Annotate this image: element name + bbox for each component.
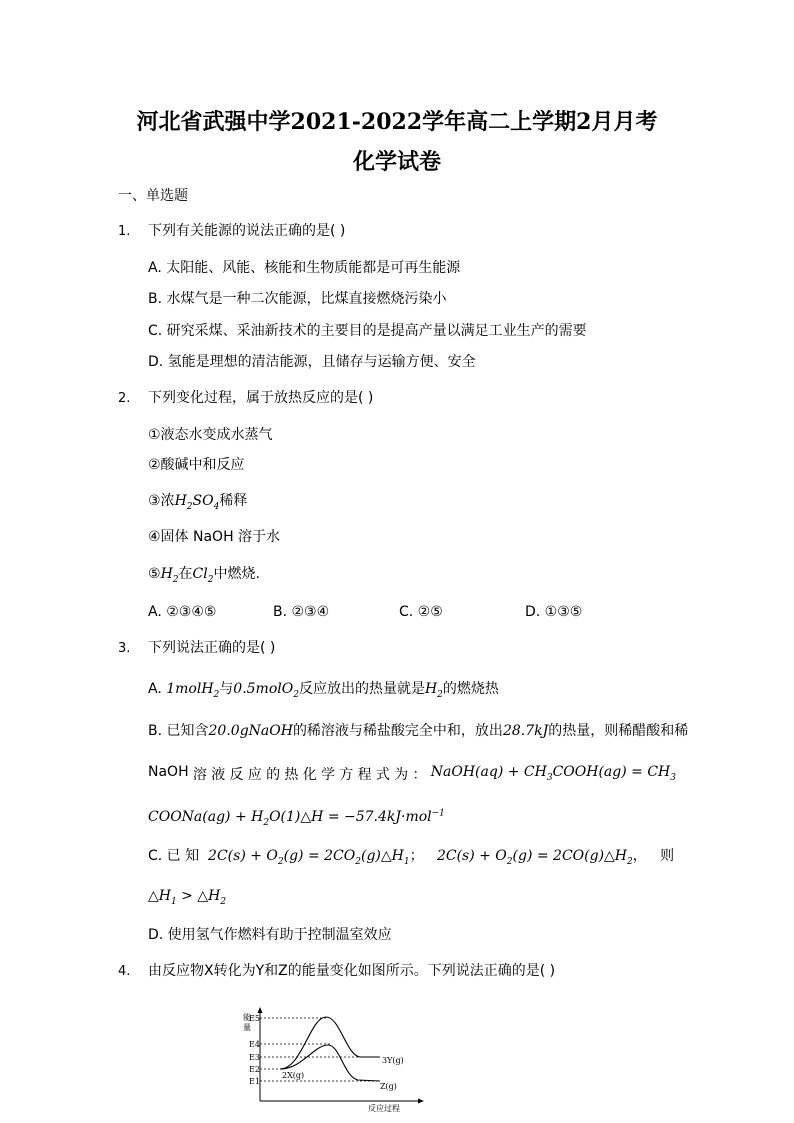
q1-stem: 下列有关能源的说法正确的是( )	[148, 223, 346, 239]
label-x: 2X(g)	[282, 1071, 305, 1080]
level-label-e2: E2	[249, 1065, 260, 1074]
energy-diagram	[240, 1005, 430, 1117]
curve-x-to-y	[280, 1017, 380, 1069]
q3-option-b-line3: COONa(ag) + $H_2O(1)\triangle H = -57.4kJ\cdot mol^{-1}$	[148, 808, 445, 828]
level-label-e3: E3	[249, 1053, 260, 1062]
section-heading: 一、单选题	[118, 188, 188, 204]
q2-item-3: ③浓$H_2SO_4$稀释	[148, 493, 248, 512]
q2-number: 2.	[118, 391, 131, 406]
q2-item-2: ②酸碱中和反应	[148, 457, 245, 473]
q4-stem: 由反应物X转化为Y和Z的能量变化如图所示。下列说法正确的是( )	[148, 963, 556, 979]
q2-option-d[interactable]: D. ①③⑤	[525, 604, 583, 620]
q4-number: 4.	[118, 964, 131, 979]
q1-option-c[interactable]: C. 研究采煤、采油新技术的主要目的是提高产量以满足工业生产的需要	[148, 323, 587, 339]
q2-item-1: ①液态水变成水蒸气	[148, 427, 273, 443]
q2-item-5: $⑤H_2$在$Cl_2$中燃烧.	[148, 566, 260, 585]
q2-option-b[interactable]: B. ②③④	[273, 604, 330, 620]
exam-subtitle: 化学试卷	[352, 149, 441, 175]
q3-option-c-line2: $\triangle H_1$ > $\triangle H_2$	[148, 888, 227, 907]
q3-option-b-line2: NaOH 溶 液 反 应 的 热 化 学 方 程 式 为 ： NaOH(aq) + $CH_3COOH(ag) = CH_3$	[148, 764, 676, 783]
y-axis-arrow	[258, 1007, 263, 1013]
label-y: 3Y(g)	[382, 1056, 404, 1065]
level-label-e1: E1	[249, 1077, 260, 1086]
q3-option-d[interactable]: D. 使用氢气作燃料有助于控制温室效应	[148, 927, 392, 943]
q2-stem: 下列变化过程，属于放热反应的是( )	[148, 390, 374, 406]
x-axis-arrow	[418, 1099, 424, 1104]
q3-option-c-line1[interactable]: C. 已 知 $2C(s) + O_2(g)$ = $2CO_2(g)\triangle H_1$； $2C(s) + O_2(g)$ = $2CO(g)\triangle H_2$， 则	[148, 848, 675, 867]
q1-option-a[interactable]: A. 太阳能、风能、核能和生物质能都是可再生能源	[148, 260, 461, 276]
y-axis-label-1: 能	[243, 1013, 251, 1022]
q3-stem: 下列说法正确的是( )	[148, 640, 276, 656]
q1-option-b[interactable]: B. 水煤气是一种二次能源，比煤直接燃烧污染小	[148, 291, 447, 307]
level-label-e4: E4	[249, 1040, 260, 1049]
exam-title: 河北省武强中学2021-2022学年高二上学期2月月考	[136, 109, 658, 135]
q3-number: 3.	[118, 641, 131, 656]
q1-number: 1.	[118, 224, 131, 239]
x-axis-label: 反应过程	[368, 1104, 400, 1113]
q2-option-a[interactable]: A. ②③④⑤	[148, 604, 217, 620]
label-z: Z(g)	[380, 1082, 397, 1091]
q3-option-a[interactable]: A. 1molH$_2$与0.5molO$_2$反应放出的热量就是$H_2$的燃烧热	[148, 681, 499, 700]
q2-item-4: ④固体 NaOH 溶于水	[148, 529, 281, 545]
q1-option-d[interactable]: D. 氢能是理想的清洁能源，且储存与运输方便、安全	[148, 354, 476, 370]
y-axis-label-2: 量	[243, 1023, 251, 1032]
q3-option-b-line1[interactable]: B. 已知含20.0gNaOH的稀溶液与稀盐酸完全中和，放出28.7kJ的热量，则稀醋酸和稀	[148, 723, 689, 739]
q2-option-c[interactable]: C. ②⑤	[399, 604, 443, 620]
level-label-e5: E5	[249, 1014, 260, 1023]
